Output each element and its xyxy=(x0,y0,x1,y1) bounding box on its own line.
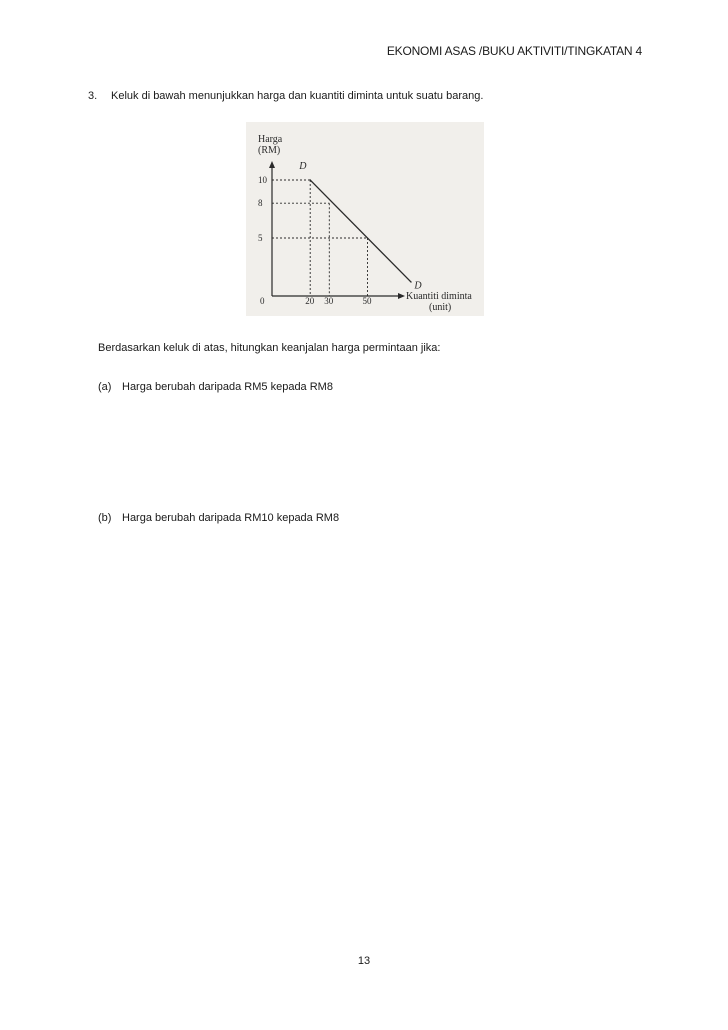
part-b-text: Harga berubah daripada RM10 kepada RM8 xyxy=(122,512,340,524)
curve-label-bottom: D xyxy=(414,280,422,292)
y-axis-label: (RM) xyxy=(258,145,281,156)
part-a-text: Harga berubah daripada RM5 kepada RM8 xyxy=(122,381,333,393)
x-axis-label: Kuantiti diminta xyxy=(406,291,472,302)
demand-curve-figure xyxy=(246,122,484,316)
demand-curve-chart xyxy=(246,122,484,316)
x-tick-label: 30 xyxy=(324,296,334,306)
y-axis-arrow xyxy=(269,161,275,168)
y-tick-label: 5 xyxy=(258,233,263,243)
instruction-text: Berdasarkan keluk di atas, hitungkan keanjalan harga permintaan jika: xyxy=(98,342,441,354)
question-number: 3. xyxy=(88,90,98,102)
y-tick-label: 10 xyxy=(258,175,267,185)
part-a-label: (a) xyxy=(98,381,112,393)
x-tick-label: 20 xyxy=(305,296,315,306)
x-tick-label: 0 xyxy=(260,296,265,306)
x-axis-arrow xyxy=(398,293,405,299)
y-tick-label: 8 xyxy=(258,198,263,209)
curve-label-top: D xyxy=(299,161,307,172)
demand-curve-line xyxy=(310,179,412,282)
page-header: EKONOMI ASAS /BUKU AKTIVITI/TINGKATAN 4 xyxy=(386,44,642,58)
question-text: Keluk di bawah menunjukkan harga dan kuantiti diminta untuk suatu barang. xyxy=(111,90,484,102)
x-axis-label: (unit) xyxy=(429,302,452,313)
page-number: 13 xyxy=(357,955,371,967)
part-a xyxy=(98,381,333,393)
part-b-label: (b) xyxy=(98,512,112,524)
part-b xyxy=(98,512,339,524)
y-axis-label: Harga xyxy=(258,134,283,145)
x-tick-label: 50 xyxy=(362,296,372,306)
